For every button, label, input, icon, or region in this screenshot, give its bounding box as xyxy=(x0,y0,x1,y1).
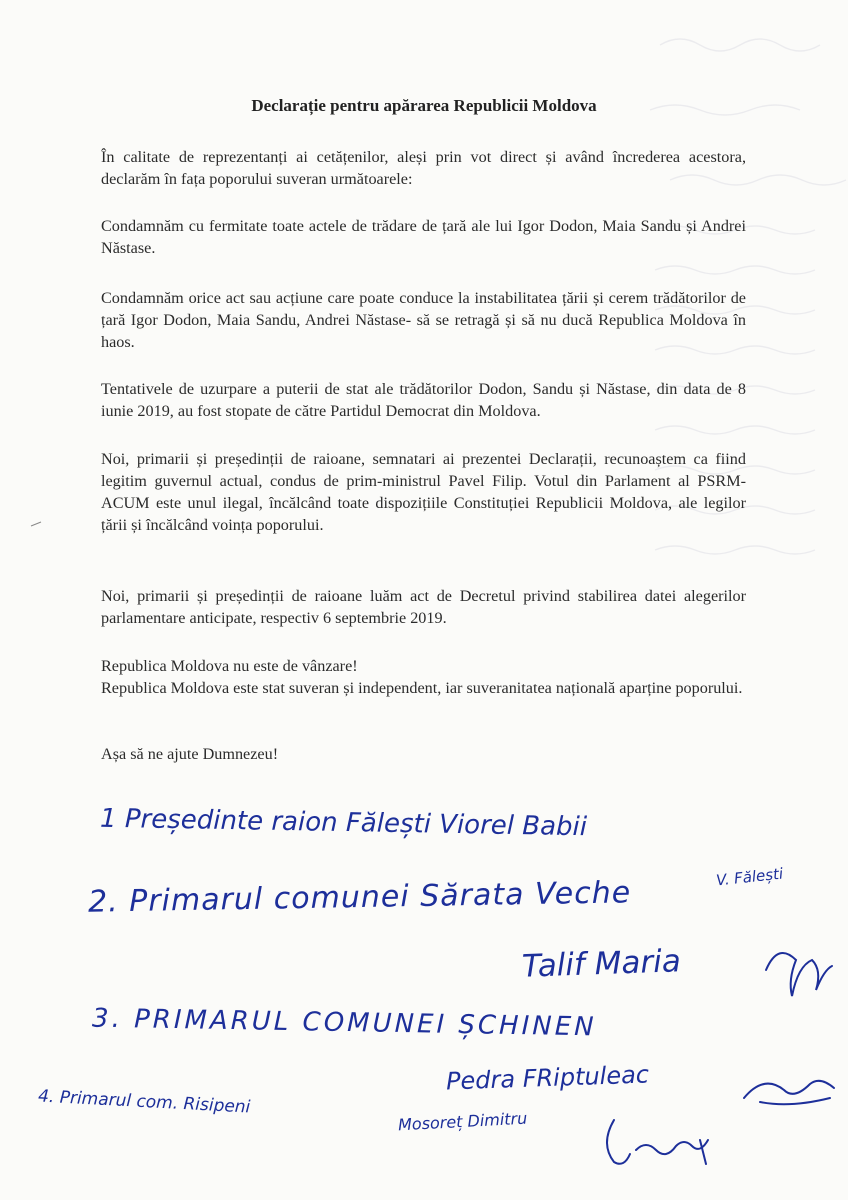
signature-scribble-maria xyxy=(756,940,836,1004)
handwritten-signatory-3: 3. PRIMARUL COMUNEI ȘCHINEN xyxy=(91,1003,597,1043)
handwritten-signatory-4: 4. Primarul com. Risipeni xyxy=(37,1086,251,1118)
paragraph-condemn-instability: Condamnăm orice act sau acțiune care poate conduce la instabilitatea țării și cerem trădătorilor de țară Igor Dodon, Maia Sandu, Andrei Năstase- să se retragă și să nu ducă Republica Moldova în haos. xyxy=(101,289,746,351)
signature-scribble-petru xyxy=(740,1068,840,1116)
paragraph-sovereign-state: Republica Moldova este stat suveran și independent, iar suveranitatea națională aparține poporului. xyxy=(101,679,743,697)
paragraph-not-for-sale: Republica Moldova nu este de vânzare! xyxy=(101,657,358,675)
paragraph-condemn-betrayal: Condamnăm cu fermitate toate actele de trădare de țară ale lui Igor Dodon, Maia Sandu și Andrei Năstase. xyxy=(101,217,746,257)
margin-mark xyxy=(30,520,42,528)
paragraph-closing: Așa să ne ajute Dumnezeu! xyxy=(101,745,279,763)
signature-scribble-dimitru xyxy=(600,1110,720,1170)
paragraph-usurpation: Tentativele de uzurpare a puterii de stat ale trădătorilor Dodon, Sandu și Năstase, din data de 8 iunie 2019, au fost stopate de către Partidul Democrat din Moldova. xyxy=(101,380,746,420)
paragraph-intro: În calitate de reprezentanți ai cetățenilor, aleși prin vot direct și având încrederea acestora, declarăm în fața poporului suveran următoarele: xyxy=(101,148,746,188)
paragraph-legitimate-government: Noi, primarii și președinții de raioane, semnatari ai prezentei Declarații, recunoaștem ca fiind legitim guvernul actual, condus de prim-ministrul Pavel Filip. Votul din Parlament al PSRM-ACUM este unul ilegal, încălcând toate dispozițiile Constituției Republicii Moldova, ale legilor țării și încălcând voința poporului. xyxy=(101,450,746,534)
handwritten-initials: V. Fălești xyxy=(715,864,784,890)
handwritten-signatory-1: 1 Președinte raion Fălești Viorel Babii xyxy=(99,803,588,843)
handwritten-name-maria: Talif Maria xyxy=(521,943,682,985)
handwritten-signatory-2: 2. Primarul comunei Sărata Veche xyxy=(87,875,632,920)
handwritten-name-petru: Pedra FRiptuleac xyxy=(445,1060,650,1096)
handwritten-name-dimitru: Mosoreț Dimitru xyxy=(397,1108,528,1135)
document-title: Declarație pentru apărarea Republicii Moldova xyxy=(251,96,597,115)
paragraph-elections-decree: Noi, primarii și președinții de raioane luăm act de Decretul privind stabilirea datei alegerilor parlamentare anticipate, respectiv 6 septembrie 2019. xyxy=(101,587,746,627)
